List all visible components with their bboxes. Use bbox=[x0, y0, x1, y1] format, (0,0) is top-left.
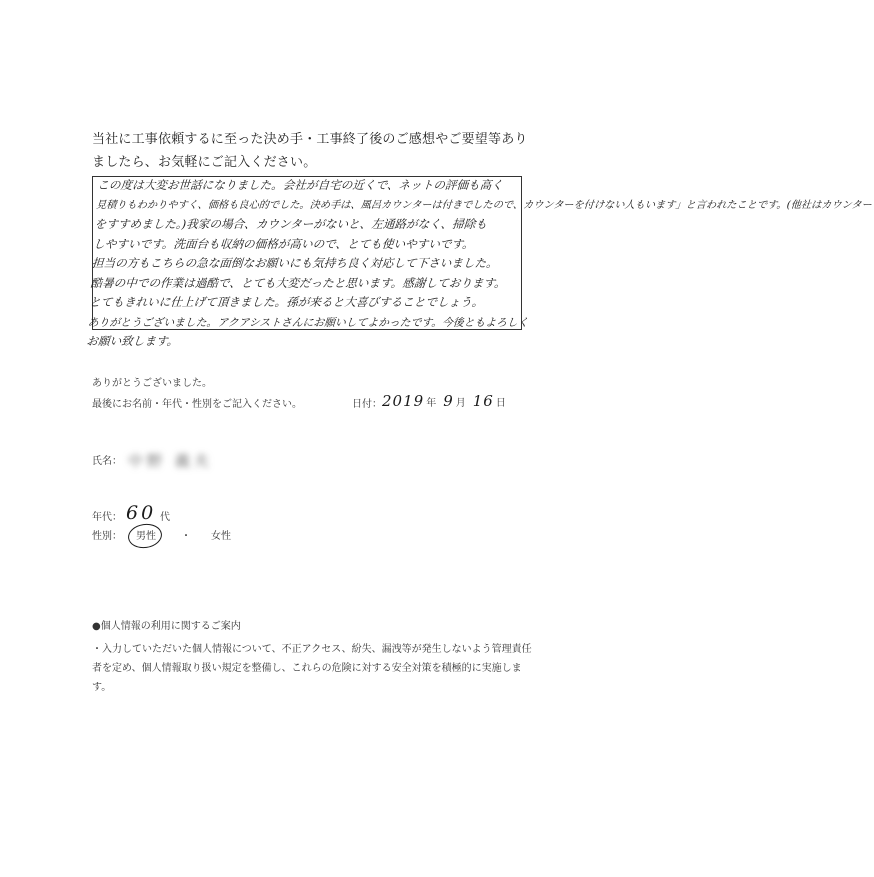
month-unit: 月 bbox=[455, 398, 467, 409]
comment-line: 酷暑の中での作業は過酷で、とても大変だったと思います。感謝しております。 bbox=[90, 275, 507, 290]
gender-option-male: 男性 bbox=[136, 531, 156, 542]
name-label: 氏名： bbox=[92, 456, 122, 467]
date-value bbox=[382, 392, 513, 410]
comment-line: とてもきれいに仕上げて頂きました。孫が来ると大喜びすることでしょう。 bbox=[88, 295, 484, 309]
date-label: 日付： bbox=[352, 399, 382, 410]
gender-separator: ・ bbox=[181, 531, 191, 542]
comment-line: をすすめました。)我家の場合、カウンターがないと、左通路がなく、掃除も bbox=[94, 217, 488, 231]
comment-line: ありがとうございました。アクアシストさんにお願いしてよかったです。今後ともよろしく bbox=[87, 315, 529, 329]
name-value-blurred: 中野 義夫 bbox=[128, 452, 213, 470]
age-unit: 代 bbox=[160, 512, 170, 523]
comment-line: お願い致します。 bbox=[85, 334, 179, 348]
comment-line: しやすいです。洗面台も収納の価格が高いので、とても使いやすいです。 bbox=[92, 236, 475, 251]
year-unit: 年 bbox=[426, 398, 438, 409]
privacy-body: ・入力していただいた個人情報について、不正アクセス、紛失、漏洩等が発生しないよう管理責任者を定め、個人情報取り扱い規定を整備し、これらの危険に対する安全対策を積極的に実施します。 bbox=[92, 644, 532, 693]
age-label: 年代： bbox=[92, 512, 122, 523]
date-day: 16 bbox=[472, 392, 494, 410]
date-month: 9 bbox=[443, 392, 454, 410]
age-value: 60 bbox=[126, 502, 157, 524]
thanks-text: ありがとうございました。 bbox=[92, 378, 212, 389]
question-prompt: 当社に工事依頼するに至った決め手・工事終了後のご感想やご要望等ありましたら、お気軽にご記入ください。 bbox=[92, 132, 528, 170]
day-unit: 日 bbox=[495, 398, 507, 409]
privacy-heading: ●個人情報の利用に関するご案内 bbox=[92, 621, 241, 632]
comment-line: 担当の方もこちらの急な面倒なお願いにも気持ち良く対応して下さいました。 bbox=[91, 256, 499, 270]
name-request-text: 最後にお名前・年代・性別をご記入ください。 bbox=[92, 399, 302, 410]
gender-option-female: 女性 bbox=[211, 531, 231, 542]
handwritten-comment bbox=[85, 176, 873, 352]
date-year: 2019 bbox=[382, 392, 425, 410]
comment-line: この度は大変お世話になりました。会社が自宅の近くで、ネットの評価も高く bbox=[96, 178, 504, 192]
gender-label: 性別： bbox=[92, 531, 122, 542]
comment-line: 見積りもわかりやすく、価格も良心的でした。決め手は、風呂カウンターは付きでしたので、カウンターを付けない人もいます」と言われたことです。(他社はカウンター bbox=[95, 199, 873, 211]
